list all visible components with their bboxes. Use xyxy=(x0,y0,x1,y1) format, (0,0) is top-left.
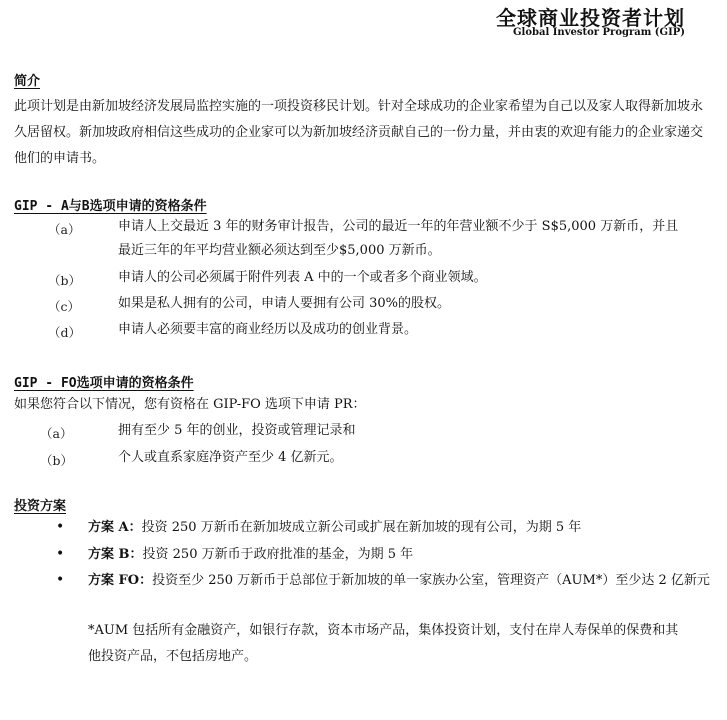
item-label: （c） xyxy=(48,299,81,314)
item-label: （d） xyxy=(48,325,82,340)
bullet-icon: • xyxy=(56,546,65,562)
item-label: （a） xyxy=(40,426,73,441)
section-ab-heading: GIP - A与B选项申请的资格条件 xyxy=(14,199,207,214)
plan-name: 方案 B： xyxy=(88,547,143,562)
section-fo-heading: GIP - FO选项申请的资格条件 xyxy=(14,376,194,391)
document-subtitle: Global Investor Program (GIP) xyxy=(512,27,685,38)
plan-a xyxy=(88,516,708,540)
plan-text: 投资至少 250 万新币于总部位于新加坡的单一家族办公室，管理资产（AUM*）至少达 2 亿新元 xyxy=(152,573,710,588)
fo-item-b: 个人或直系家庭净资产至少 4 亿新元。 xyxy=(118,450,343,465)
plan-text: 投资 250 万新币于政府批准的基金，为期 5 年 xyxy=(142,547,414,562)
plan-name: 方案 FO： xyxy=(88,573,153,588)
ab-item-b: 申请人的公司必须属于附件列表 A 中的一个或者多个商业领域。 xyxy=(118,270,487,285)
bullet-icon: • xyxy=(56,572,65,588)
ab-item-d: 申请人必须要丰富的商业经历以及成功的创业背景。 xyxy=(118,322,418,337)
document-title: 全球商业投资者计划 xyxy=(496,6,685,30)
ab-item-a: 申请人上交最近 3 年的财务审计报告，公司的最近一年的年营业额不少于 S$5,000 万新币，并且最近三年的年平均营业额必须达到至少$5,000 万新币。 xyxy=(118,219,679,258)
section-fo-intro: 如果您符合以下情况，您有资格在 GIP-FO 选项下申请 PR： xyxy=(14,397,366,412)
intro-paragraph: 此项计划是由新加坡经济发展局监控实施的一项投资移民计划。针对全球成功的企业家希望为自己以及家人取得新加坡永久居留权。新加坡政府相信这些成功的企业家可以为新加坡经济贡献自己的一份力量，并由衷的欢迎有能力的企业家递交他们的申请书。 xyxy=(14,99,704,166)
bullet-icon: • xyxy=(56,519,65,535)
plan-name: 方案 A： xyxy=(88,520,142,535)
intro-heading: 简介 xyxy=(14,74,41,89)
plans-heading: 投资方案 xyxy=(14,499,67,514)
fo-item-a: 拥有至少 5 年的创业，投资或管理记录和 xyxy=(118,423,356,438)
item-label: （b） xyxy=(40,453,74,468)
plan-text: 投资 250 万新币在新加坡成立新公司或扩展在新加坡的现有公司，为期 5 年 xyxy=(141,520,582,535)
item-label: （a） xyxy=(48,222,81,237)
item-label: （b） xyxy=(48,273,82,288)
ab-item-c: 如果是私人拥有的公司，申请人要拥有公司 30%的股权。 xyxy=(118,296,451,311)
plan-fo xyxy=(88,569,718,593)
footnote: *AUM 包括所有金融资产，如银行存款，资本市场产品，集体投资计划，支付在岸人寿保单的保费和其他投资产品，不包括房地产。 xyxy=(88,623,679,664)
plan-b xyxy=(88,543,708,567)
